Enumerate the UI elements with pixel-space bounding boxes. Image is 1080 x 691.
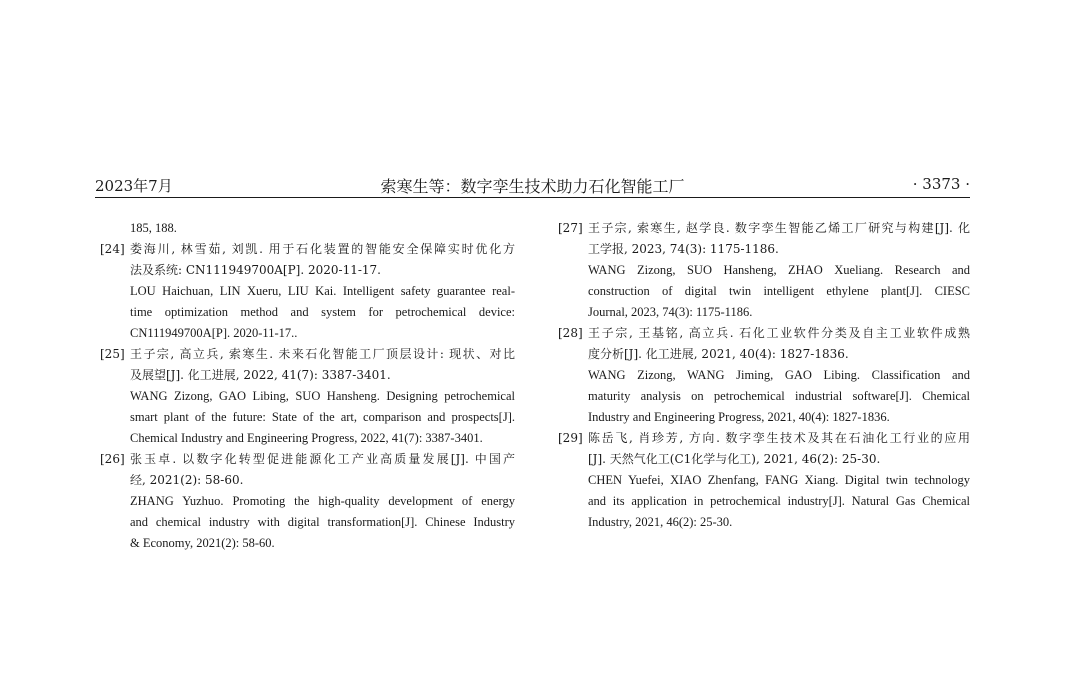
reference-number: [24] — [100, 242, 125, 256]
reference-24 — [100, 239, 515, 344]
reference-en-line: CN111949700A[P]. 2020-11-17.. — [130, 326, 298, 340]
reference-en-line: CHEN Yuefei, XIAO Zhenfang, FANG Xiang. Digital twin technology — [588, 473, 970, 487]
reference-27 — [558, 218, 970, 323]
reference-zh-line: 张玉卓. 以数字化转型促进能源化工产业高质量发展[J]. 中国产 — [130, 452, 515, 466]
reference-en-line: Industry, 2021, 46(2): 25-30. — [588, 515, 733, 529]
reference-en-line: smart plant of the future: State of the art, comparison and prospects[J]. — [130, 410, 515, 424]
reference-zh-line: [J]. 天然气化工(C1化学与化工), 2021, 46(2): 25-30. — [588, 452, 881, 466]
continuation-text: 185, 188. — [130, 221, 177, 235]
reference-en-line: WANG Zizong, SUO Hansheng, ZHAO Xueliang. Research and — [588, 263, 970, 277]
reference-number: [28] — [558, 326, 583, 340]
reference-zh-line: 娄海川, 林雪茹, 刘凯. 用于石化装置的智能安全保障实时优化方 — [130, 242, 515, 256]
reference-en-line: WANG Zizong, WANG Jiming, GAO Libing. Classification and — [588, 368, 970, 382]
reference-25 — [100, 344, 515, 449]
reference-en-line: Chemical Industry and Engineering Progress, 2022, 41(7): 3387-3401. — [130, 431, 483, 445]
reference-zh-line: 工学报, 2023, 74(3): 1175-1186. — [588, 242, 779, 256]
reference-number: [29] — [558, 431, 583, 445]
issue-date: 2023年7月 — [95, 177, 173, 195]
reference-number: [26] — [100, 452, 125, 466]
page-header — [95, 173, 970, 197]
reference-29 — [558, 428, 970, 533]
reference-zh-line: 及展望[J]. 化工进展, 2022, 41(7): 3387-3401. — [130, 368, 391, 382]
reference-zh-line: 王子宗, 高立兵, 索寒生. 未来石化智能工厂顶层设计: 现状、对比 — [130, 347, 515, 361]
left-column — [100, 218, 515, 554]
reference-en-line: and chemical industry with digital transformation[J]. Chinese Industry — [130, 515, 515, 529]
reference-en-line: WANG Zizong, GAO Libing, SUO Hansheng. Designing petrochemical — [130, 389, 515, 403]
reference-zh-line: 王子宗, 索寒生, 赵学良. 数字孪生智能乙烯工厂研究与构建[J]. 化 — [588, 221, 970, 235]
reference-en-line: and its application in petrochemical industry[J]. Natural Gas Chemical — [588, 494, 970, 508]
reference-en-line: time optimization method and system for petrochemical device: — [130, 305, 515, 319]
reference-en-line: construction of digital twin intelligent ethylene plant[J]. CIESC — [588, 284, 970, 298]
reference-zh-line: 王子宗, 王基铭, 高立兵. 石化工业软件分类及自主工业软件成熟 — [588, 326, 970, 340]
header-rule — [95, 197, 970, 198]
page-number: · 3373 · — [912, 175, 970, 193]
reference-en-line: ZHANG Yuzhuo. Promoting the high-quality development of energy — [130, 494, 515, 508]
reference-en-line: maturity analysis on petrochemical industrial software[J]. Chemical — [588, 389, 970, 403]
reference-zh-line: 经, 2021(2): 58-60. — [130, 473, 244, 487]
reference-zh-line: 陈岳飞, 肖珍芳, 方向. 数字孪生技术及其在石油化工行业的应用 — [588, 431, 970, 445]
reference-en-line: Industry and Engineering Progress, 2021, 40(4): 1827-1836. — [588, 410, 890, 424]
reference-en-line: LOU Haichuan, LIN Xueru, LIU Kai. Intelligent safety guarantee real- — [130, 284, 515, 298]
reference-28 — [558, 323, 970, 428]
reference-en-line: Journal, 2023, 74(3): 1175-1186. — [588, 305, 753, 319]
reference-number: [27] — [558, 221, 583, 235]
right-column — [558, 218, 970, 533]
reference-continuation — [100, 218, 515, 239]
reference-number: [25] — [100, 347, 125, 361]
running-title: 索寒生等：数字孪生技术助力石化智能工厂 — [380, 177, 685, 196]
reference-zh-line: 度分析[J]. 化工进展, 2021, 40(4): 1827-1836. — [588, 347, 849, 361]
reference-en-line: & Economy, 2021(2): 58-60. — [130, 536, 275, 550]
reference-zh-line: 法及系统: CN111949700A[P]. 2020-11-17. — [130, 263, 381, 277]
reference-26 — [100, 449, 515, 554]
